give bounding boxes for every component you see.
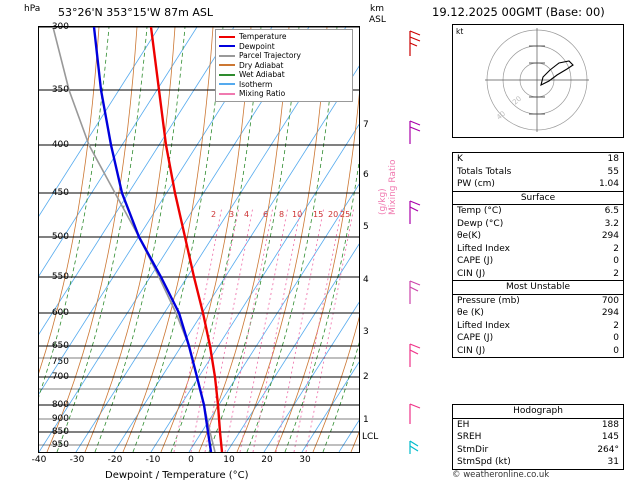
table-row-mu-lifted-index bbox=[453, 320, 623, 333]
x-tick: -10 bbox=[145, 455, 161, 465]
km-tick: 7 bbox=[363, 120, 369, 130]
svg-text:6: 6 bbox=[263, 210, 269, 219]
legend-swatch-icon bbox=[219, 45, 235, 47]
legend-item-isotherm bbox=[219, 80, 349, 90]
legend-label: Dewpoint bbox=[239, 41, 275, 51]
table-row-stmspd bbox=[453, 456, 623, 469]
pressure-tick: 300 bbox=[51, 22, 69, 32]
mixing-ratio-unit-label: (g/kg) bbox=[378, 188, 388, 215]
hodograph-panel bbox=[452, 24, 624, 138]
table-row-totals-totals bbox=[453, 166, 623, 179]
table-row-k bbox=[453, 153, 623, 166]
pressure-tick: 550 bbox=[51, 272, 69, 282]
svg-text:8: 8 bbox=[279, 210, 285, 219]
pressure-tick: 450 bbox=[51, 188, 69, 198]
table-row-sreh bbox=[453, 431, 623, 444]
table-row-mu-cape bbox=[453, 332, 623, 345]
row-value: 2 bbox=[613, 243, 619, 254]
pressure-tick: 800 bbox=[51, 400, 69, 410]
table-row-stmdir bbox=[453, 444, 623, 457]
forecast-datetime-title: 19.12.2025 00GMT (Base: 00) bbox=[432, 5, 605, 19]
row-label: Dewp (°C) bbox=[457, 218, 504, 229]
pressure-tick: 500 bbox=[51, 232, 69, 242]
x-tick: 30 bbox=[299, 455, 311, 465]
table-row-pw bbox=[453, 178, 623, 191]
km-tick: 4 bbox=[363, 275, 369, 285]
legend-swatch-icon bbox=[219, 64, 235, 66]
legend-swatch-icon bbox=[219, 36, 235, 38]
table-row-surface-theta-e bbox=[453, 230, 623, 243]
legend-swatch-icon bbox=[219, 74, 235, 76]
legend-swatch-icon bbox=[219, 55, 235, 57]
row-value: 0 bbox=[613, 256, 619, 266]
wind-barb-400 bbox=[410, 121, 420, 144]
x-tick: -30 bbox=[69, 455, 85, 465]
row-value: 18 bbox=[607, 154, 619, 164]
table-row-surface-temp bbox=[453, 205, 623, 218]
hodograph-table bbox=[452, 404, 624, 470]
row-label: StmSpd (kt) bbox=[457, 457, 511, 467]
row-label: K bbox=[457, 154, 463, 164]
legend-swatch-icon bbox=[219, 93, 235, 95]
svg-text:3: 3 bbox=[229, 210, 235, 219]
row-label: Pressure (mb) bbox=[457, 295, 520, 306]
km-tick: 2 bbox=[363, 372, 369, 382]
wind-barb-300 bbox=[410, 31, 420, 56]
row-label: CAPE (J) bbox=[457, 333, 494, 343]
pressure-tick: 400 bbox=[51, 140, 69, 150]
mixing-ratio-axis-label: Mixing Ratio bbox=[388, 159, 398, 215]
row-value: 2 bbox=[613, 320, 619, 331]
svg-text:25: 25 bbox=[340, 210, 351, 219]
row-label: Lifted Index bbox=[457, 243, 510, 254]
row-value: 0 bbox=[613, 345, 619, 356]
table-row-mu-theta-e bbox=[453, 307, 623, 320]
wind-barb-column bbox=[398, 26, 428, 456]
legend-label: Mixing Ratio bbox=[239, 89, 286, 98]
x-axis-label: Dewpoint / Temperature (°C) bbox=[105, 470, 249, 481]
row-label: CAPE (J) bbox=[457, 256, 494, 266]
pressure-tick: 350 bbox=[51, 85, 69, 95]
mixing-ratio-value-labels bbox=[211, 210, 350, 219]
copyright-notice: © weatheronline.co.uk bbox=[452, 470, 550, 480]
parcel-trajectory-line bbox=[53, 27, 215, 452]
svg-text:10: 10 bbox=[292, 210, 303, 219]
km-asl-label: ASL bbox=[369, 15, 386, 25]
legend-label: Temperature bbox=[239, 32, 287, 41]
svg-text:40: 40 bbox=[495, 109, 508, 122]
x-tick: 10 bbox=[223, 455, 235, 465]
wind-barb-surface bbox=[410, 441, 418, 454]
table-row-mu-cin bbox=[453, 345, 623, 358]
mixing-ratio-lines bbox=[174, 207, 354, 452]
row-label: EH bbox=[457, 419, 470, 430]
row-label: Lifted Index bbox=[457, 320, 510, 331]
row-value: 1.04 bbox=[598, 179, 619, 189]
row-value: 2 bbox=[613, 268, 619, 279]
row-value: 55 bbox=[607, 166, 619, 177]
chart-legend bbox=[215, 29, 353, 102]
row-value: 6.5 bbox=[604, 206, 619, 216]
table-row-eh bbox=[453, 419, 623, 432]
table-row-mu-pressure bbox=[453, 295, 623, 308]
legend-item-temperature bbox=[219, 32, 349, 42]
row-label: SREH bbox=[457, 432, 482, 442]
legend-item-parcel-trajectory bbox=[219, 51, 349, 61]
lcl-label: LCL bbox=[362, 432, 379, 442]
pressure-unit-label: hPa bbox=[24, 4, 41, 14]
row-label: StmDir bbox=[457, 444, 489, 455]
row-value: 31 bbox=[607, 457, 619, 467]
row-label: CIN (J) bbox=[457, 268, 486, 279]
svg-text:15: 15 bbox=[313, 210, 324, 219]
hodograph-ring-labels bbox=[495, 95, 523, 122]
x-tick: -20 bbox=[107, 455, 123, 465]
km-tick: 1 bbox=[363, 415, 369, 425]
row-label: Temp (°C) bbox=[457, 206, 502, 216]
x-tick: 0 bbox=[188, 455, 194, 465]
row-label: Totals Totals bbox=[457, 166, 512, 177]
pressure-tick: 650 bbox=[51, 341, 69, 351]
legend-label: Wet Adiabat bbox=[239, 70, 285, 79]
hodograph-section-header: Hodograph bbox=[453, 405, 623, 419]
row-label: CIN (J) bbox=[457, 345, 486, 356]
pressure-tick: 950 bbox=[51, 440, 69, 450]
row-value: 0 bbox=[613, 333, 619, 343]
svg-text:20: 20 bbox=[511, 94, 524, 107]
most-unstable-section-header: Most Unstable bbox=[453, 280, 623, 295]
table-row-surface-cin bbox=[453, 268, 623, 281]
svg-text:2: 2 bbox=[211, 210, 217, 219]
wind-barb-500 bbox=[410, 201, 420, 224]
wind-barb-700 bbox=[410, 344, 420, 367]
row-value: 188 bbox=[601, 419, 619, 430]
table-row-surface-cape bbox=[453, 255, 623, 268]
row-value: 294 bbox=[601, 308, 619, 318]
legend-item-dry-adiabat bbox=[219, 61, 349, 71]
table-row-surface-lifted-index bbox=[453, 243, 623, 256]
row-value: 3.2 bbox=[604, 218, 619, 229]
hodograph-unit-label: kt bbox=[456, 27, 464, 36]
pressure-tick: 700 bbox=[51, 372, 69, 382]
row-label: PW (cm) bbox=[457, 179, 495, 189]
station-title: 53°26'N 353°15'W 87m ASL bbox=[58, 6, 213, 19]
pressure-tick-900: 900 bbox=[51, 414, 69, 424]
legend-swatch-icon bbox=[219, 83, 235, 85]
km-tick: 6 bbox=[363, 170, 369, 180]
wind-barb-850 bbox=[410, 404, 420, 424]
indices-table bbox=[452, 152, 624, 358]
x-tick: 20 bbox=[261, 455, 273, 465]
table-row-surface-dewp bbox=[453, 218, 623, 231]
row-value: 700 bbox=[601, 295, 619, 306]
legend-label: Parcel Trajectory bbox=[239, 51, 301, 60]
legend-item-mixing-ratio bbox=[219, 89, 349, 99]
surface-section-header: Surface bbox=[453, 191, 623, 206]
wind-barb-600 bbox=[410, 281, 420, 304]
km-tick: 3 bbox=[363, 327, 369, 337]
km-tick: 5 bbox=[363, 222, 369, 232]
legend-item-wet-adiabat bbox=[219, 70, 349, 80]
x-tick: -40 bbox=[31, 455, 47, 465]
row-label: θe(K) bbox=[457, 231, 481, 241]
row-value: 145 bbox=[601, 432, 619, 442]
svg-text:20: 20 bbox=[328, 210, 339, 219]
pressure-tick-750: 750 bbox=[51, 357, 69, 367]
legend-label: Isotherm bbox=[239, 79, 273, 89]
pressure-tick: 600 bbox=[51, 308, 69, 318]
legend-label: Dry Adiabat bbox=[239, 60, 284, 70]
hodograph-trace bbox=[541, 61, 573, 85]
row-label: θe (K) bbox=[457, 308, 484, 318]
hodograph-svg bbox=[453, 25, 621, 135]
legend-item-dewpoint bbox=[219, 42, 349, 52]
pressure-tick: 850 bbox=[51, 427, 69, 437]
svg-text:4: 4 bbox=[244, 210, 250, 219]
km-unit-label: km bbox=[370, 4, 384, 14]
row-value: 264° bbox=[597, 444, 619, 455]
row-value: 294 bbox=[601, 231, 619, 241]
